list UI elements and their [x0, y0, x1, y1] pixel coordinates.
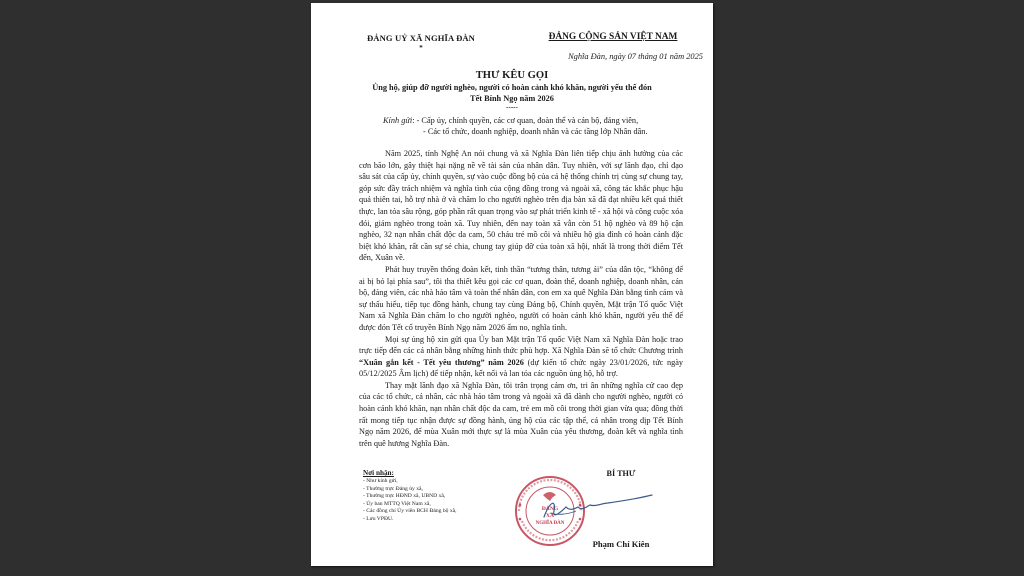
- salutation: [383, 115, 703, 137]
- subtitle-line-1: Ủng hộ, giúp đỡ người nghèo, người có hoàn cảnh khó khăn, người yếu thế đón: [372, 83, 652, 92]
- document-page: [311, 3, 713, 566]
- recipient-item: - Ủy ban MTTQ Việt Nam xã,: [363, 500, 431, 507]
- salutation-line-1: : - Cấp ủy, chính quyền, các cơ quan, đoàn thể và cán bộ, đảng viên,: [412, 116, 639, 125]
- document-title: THƯ KÊU GỌI: [475, 70, 549, 81]
- salutation-line-2: - Các tổ chức, doanh nghiệp, doanh nhân và các tầng lớp Nhân dân.: [423, 127, 648, 136]
- stamp-text-2: XÃ: [545, 513, 555, 519]
- paragraph-4: Thay mặt lãnh đạo xã Nghĩa Đàn, tôi trân trọng cảm ơn, tri ân những nghĩa cử cao đẹp của các tổ chức, cá nhân, các nhà hảo tâm trong và ngoài xã đã dành cho người nghèo, người có hoàn cảnh khó khăn, nạn nhân chất độc da cam, trẻ em mồ côi trong thời gian vừa qua; đồng thời rất mong tiếp tục nhận được sự đồng hành, ủng hộ của các tập thể, cá nhân trong dịp Tết Bính Ngọ năm 2026, để mùa Xuân mới thực sự là mùa Xuân của yêu thương, đoàn kết và nghĩa tình trên quê hương Nghĩa Đàn.: [359, 380, 683, 448]
- recipients-heading: Nơi nhận:: [363, 469, 394, 477]
- org-left-name: ĐẢNG UỶ XÃ NGHĨA ĐÀN: [367, 33, 475, 43]
- place-date: Nghĩa Đàn, ngày 07 tháng 01 năm 2025: [568, 52, 703, 61]
- stamp-text-3: NGHĨA ĐÀN: [535, 521, 565, 526]
- document-subtitle: [341, 83, 683, 104]
- recipient-item: - Các đồng chí Ủy viên BCH Đảng bộ xã,: [363, 508, 457, 515]
- stamp-text-1: ĐẢNG: [541, 506, 559, 512]
- recipient-item: - Thường trực HĐND xã, UBND xã,: [363, 493, 446, 500]
- paragraph-3-part-a: Mọi sự ủng hộ xin gửi qua Ủy ban Mặt trận Tổ quốc Việt Nam xã Nghĩa Đàn hoặc trao trực tiếp đến các cá nhân bằng những hình thức phù hợp. Xã Nghĩa Đàn sẽ tổ chức Chương trình: [359, 334, 683, 356]
- recipient-item: - Như kính gửi,: [363, 478, 398, 484]
- paragraph-3-part-b: (dự kiến tổ chức ngày 23/01/2026, tức ngày 05/12/2025 Âm lịch) để tiếp nhận, kết nối và lan tỏa các nguồn ủng hộ, hỗ trợ.: [359, 357, 684, 379]
- subtitle-line-2: Tết Bính Ngọ năm 2026: [470, 93, 554, 103]
- signer-name: Phạm Chí Kiên: [592, 539, 650, 549]
- national-header: [523, 32, 703, 42]
- signer-title: BÍ THƯ: [606, 469, 636, 478]
- title-separator: -----: [506, 103, 518, 111]
- paragraph-2: Phát huy truyền thống đoàn kết, tinh thần “tương thân, tương ái” của dân tộc, “không để ai bị bỏ lại phía sau”, tôi tha thiết kêu gọi các cơ quan, đoàn thể, doanh nghiệp, doanh nhân, cán bộ, đảng viên, các nhà hảo tâm và toàn thể nhân dân, con em xa quê Nghĩa Đàn bằng tình cảm và sự thấu hiểu, tiếp tục đồng hành, chung tay cùng Đảng bộ, Chính quyền, Mặt trận Tổ quốc Việt Nam xã Nghĩa Đàn chăm lo cho người nghèo, người có hoàn cảnh khó khăn, người yếu thế để được đón Tết cổ truyền Bính Ngọ năm 2026 ấm no, nghĩa tình.: [359, 264, 683, 332]
- handwritten-signature: [536, 493, 656, 523]
- org-left-mark: *: [419, 44, 423, 52]
- recipient-item: - Thường trực Đảng ủy xã,: [363, 485, 423, 492]
- issuing-organization: [351, 33, 491, 53]
- letter-body: [359, 148, 683, 449]
- paragraph-1: Năm 2025, tỉnh Nghệ An nói chung và xã Nghĩa Đàn liên tiếp chịu ảnh hưởng của các cơn bão lớn, gây thiệt hại nặng nề về tài sản của nhân dân. Tuy nhiên, với sự lãnh đạo, chỉ đạo sâu sát của cấp ủy, chính quyền, sự vào cuộc đồng bộ của cả hệ thống chính trị cùng sự chung tay, góp sức đầy trách nhiệm và nghĩa tình của cộng đồng trong và ngoài xã, công tác khắc phục hậu quả thiên tai, hỗ trợ nhà ở và chăm lo cho người nghèo trên địa bàn xã đã đạt nhiều kết quả thiết thực, lan tỏa sâu rộng, góp phần rất quan trọng vào sự phát triển kinh tế - xã hội và công cuộc xóa đói, giảm nghèo trong toàn xã. Tuy nhiên, đến nay toàn xã vẫn còn 51 hộ nghèo và 89 hộ cận nghèo, 32 nạn nhân chất độc da cam, 50 cháu trẻ mồ côi và nhiều hộ gia đình có hoàn cảnh đặc biệt khó khăn, rất cần sự sẻ chia, chung tay giúp đỡ của toàn xã hội, nhất là trong thời điểm Tết đến, Xuân về.: [359, 149, 683, 263]
- paragraph-3: [359, 334, 683, 380]
- program-name: “Xuân gắn kết - Tết yêu thương” năm 2026: [359, 357, 524, 367]
- party-name: ĐẢNG CỘNG SẢN VIỆT NAM: [548, 32, 678, 42]
- recipient-item: - Lưu VPĐU.: [363, 515, 394, 522]
- salutation-label: Kính gửi: [383, 116, 413, 125]
